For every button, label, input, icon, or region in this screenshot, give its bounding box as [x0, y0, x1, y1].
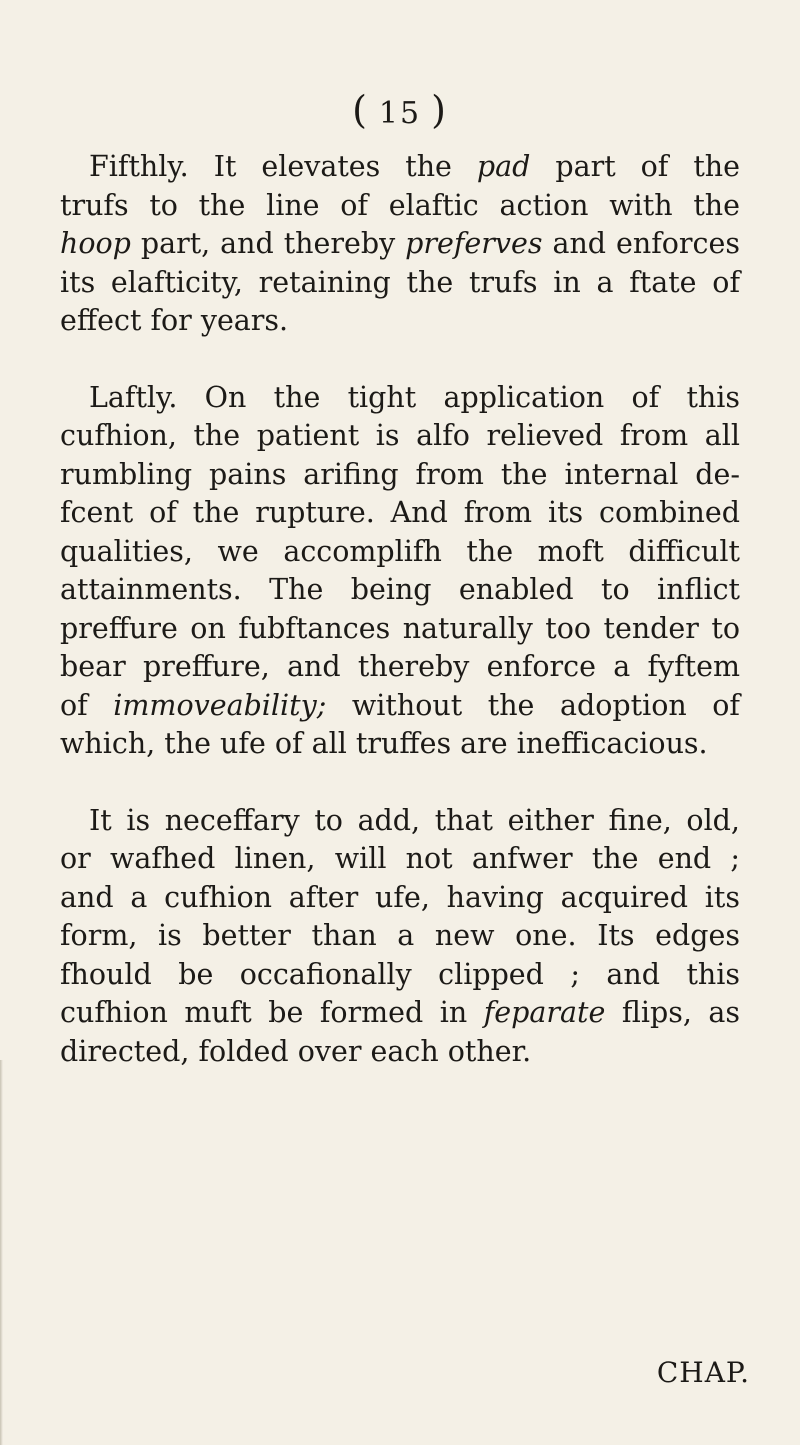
text-line: of immoveability; without the adoption of	[60, 688, 740, 722]
text-line: directed, folded over each other.	[60, 1034, 532, 1068]
text-line: fhould be occafionally clipped ; and this	[60, 957, 740, 991]
italic-text: feparate	[483, 996, 606, 1029]
italic-text: pad	[476, 150, 531, 183]
text-line: preffure on fubftances naturally too tender to	[60, 611, 740, 645]
text-line: rumbling pains arifing from the internal de-	[60, 457, 740, 491]
text-line: hoop part, and thereby preferves and enforces	[60, 227, 740, 260]
page-number-value: 15	[378, 96, 422, 131]
paragraph	[60, 379, 740, 764]
italic-text: immoveability;	[113, 688, 327, 722]
text-line: form, is better than a new one. Its edges	[60, 919, 740, 952]
text-line: effect for years.	[60, 304, 289, 337]
text-line: cufhion, the patient is alfo relieved from all	[60, 419, 740, 452]
text-line: trufs to the line of elaftic action with the	[60, 188, 740, 222]
italic-text: hoop	[60, 227, 131, 260]
text-line: or wafhed linen, will not anfwer the end ;	[60, 842, 740, 875]
text-line: cufhion muft be formed in feparate flips, as	[60, 996, 740, 1029]
text-line: fcent of the rupture. And from its combined	[60, 496, 740, 529]
paragraph	[60, 802, 740, 1072]
text-line: which, the ufe of all truffes are inefficacious.	[60, 727, 708, 760]
body-text	[60, 148, 740, 1109]
text-line: its elafticity, retaining the trufs in a ftate of	[60, 265, 740, 299]
page-number	[0, 88, 800, 132]
text-line: bear preffure, and thereby enforce a fyftem	[60, 650, 740, 683]
text-line: Laftly. On the tight application of this	[89, 380, 740, 414]
text-line: attainments. The being enabled to inflict	[60, 573, 740, 606]
catchword: CHAP.	[656, 1356, 750, 1389]
page-number-close-paren: )	[431, 88, 448, 132]
text-line: It is neceffary to add, that either fine, old,	[89, 803, 740, 837]
text-line: Fifthly. It elevates the pad part of the	[89, 150, 741, 183]
text-line: and a cufhion after ufe, having acquired its	[60, 880, 740, 914]
italic-text: preferves	[405, 227, 543, 260]
page-number-open-paren: (	[352, 88, 369, 132]
text-line: qualities, we accomplifh the moft difficult	[60, 534, 740, 568]
paragraph	[60, 148, 740, 341]
